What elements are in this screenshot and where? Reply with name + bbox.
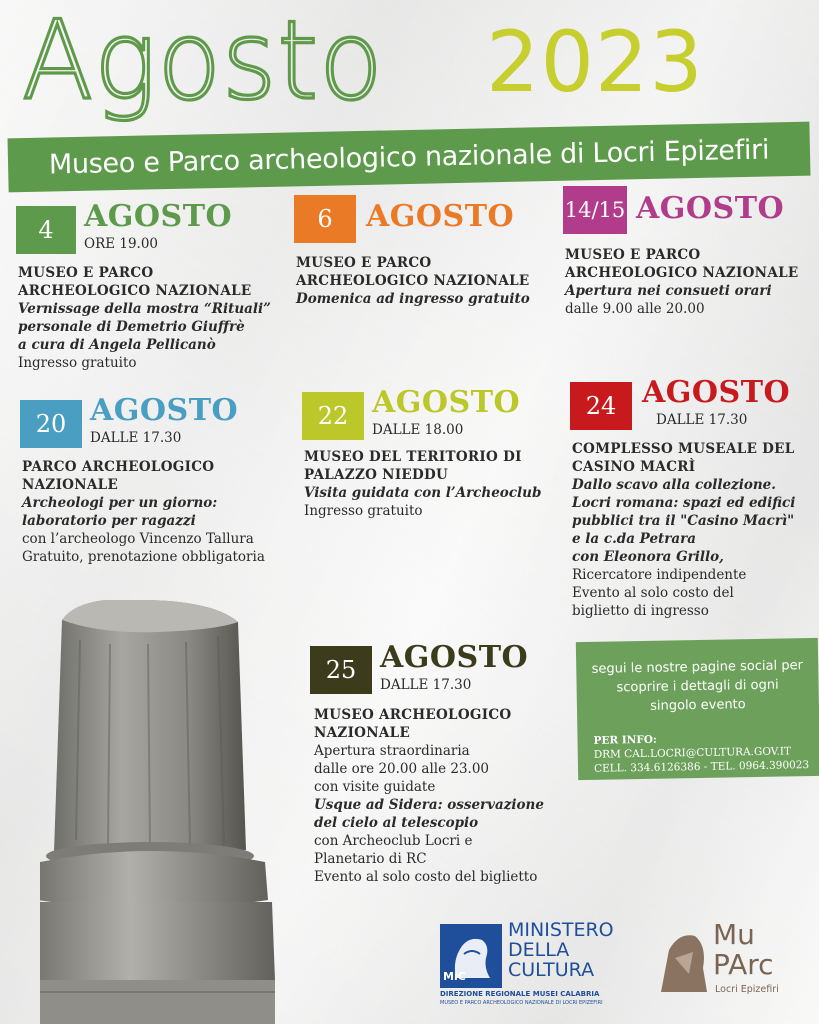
event-details-20: [22, 458, 292, 566]
event-line: COMPLESSO MUSEALE DEL: [572, 441, 795, 457]
event-time-22: DALLE 18.00: [372, 422, 464, 438]
event-day-25: 25: [310, 646, 372, 694]
event-time-25: DALLE 17.30: [380, 677, 472, 693]
event-month-20: AGOSTO: [90, 393, 239, 428]
event-line: Dallo scavo alla collezione.: [572, 477, 776, 493]
event-line: pubblici tra il "Casino Macrì": [572, 513, 795, 529]
event-line: del cielo al telescopio: [314, 815, 479, 831]
event-time-4: ORE 19.00: [84, 236, 159, 252]
event-line: Gratuito, prenotazione obbligatoria: [22, 549, 265, 565]
event-day-24: 24: [570, 382, 632, 430]
event-line: dalle 9.00 alle 20.00: [565, 301, 705, 317]
event-line: Locri romana: spazi ed edifici: [572, 495, 796, 511]
event-line: Usque ad Sidera: osservazione: [314, 797, 544, 813]
title-year: 2023: [486, 13, 704, 111]
event-details-25: [314, 706, 574, 886]
event-time-20: DALLE 17.30: [90, 430, 182, 446]
muparc-subtitle: Locri Epizefiri: [715, 984, 779, 995]
event-line: Ingresso gratuito: [304, 503, 423, 519]
event-line: Apertura straordinaria: [314, 743, 470, 759]
info-phones: CELL. 334.6126386 - TEL. 0964.390023: [593, 759, 810, 775]
event-line: MUSEO E PARCO: [18, 265, 154, 281]
event-day-14-15: 14/15: [563, 186, 627, 234]
contact-info: [593, 730, 809, 776]
event-details-14-15: [565, 246, 815, 318]
direzione-text: DIREZIONE REGIONALE MUSEI CALABRIA: [440, 990, 600, 998]
event-line: CASINO MACRÌ: [572, 459, 696, 475]
event-month-22: AGOSTO: [372, 385, 521, 420]
ministero-line: CULTURA: [508, 959, 595, 981]
event-line: biglietto di ingresso: [572, 603, 709, 619]
event-line: MUSEO DEL TERITORIO DI: [304, 449, 522, 465]
event-line: PALAZZO NIEDDU: [304, 467, 449, 483]
muparc-logo: [655, 918, 790, 1010]
museo-text: MUSEO E PARCO ARCHEOLOGICO NAZIONALE DI LOCRI EPIZEFIRI: [440, 1000, 603, 1006]
event-day-22: 22: [302, 392, 364, 440]
event-line: Ingresso gratuito: [18, 355, 137, 371]
ancient-column-illustration: [40, 600, 275, 1024]
event-line: PARCO ARCHEOLOGICO: [22, 459, 215, 475]
social-line: segui le nostre pagine social per: [591, 658, 804, 677]
event-line: e la c.da Petrara: [572, 531, 697, 547]
muparc-emblem-icon: [655, 928, 711, 998]
muparc-line: PArc: [713, 948, 774, 981]
event-line: NAZIONALE: [22, 477, 119, 493]
event-month-24: AGOSTO: [642, 375, 791, 410]
event-line: Ricercatore indipendente: [572, 567, 747, 583]
event-month-4: AGOSTO: [84, 199, 233, 234]
event-day-20: 20: [20, 400, 82, 448]
event-line: MUSEO E PARCO: [565, 247, 701, 263]
event-details-6: [296, 254, 556, 308]
social-line: scoprire i dettagli di ogni: [616, 677, 779, 696]
event-line: NAZIONALE: [314, 725, 411, 741]
info-email: DRM CAL.LOCRI@CULTURA.GOV.IT: [593, 745, 792, 761]
muparc-line: Mu: [713, 918, 755, 951]
social-line: singolo evento: [650, 697, 746, 714]
event-line: con visite guidate: [314, 779, 436, 795]
ministero-cultura-logo: [440, 920, 630, 1008]
event-day-4: 4: [16, 206, 76, 254]
event-line: Vernissage della mostra “Rituali”: [18, 301, 271, 317]
ministero-text: [508, 920, 614, 980]
event-details-4: [18, 264, 283, 372]
event-line: Evento al solo costo del biglietto: [314, 869, 538, 885]
event-details-22: [304, 448, 554, 520]
info-label: PER INFO:: [593, 733, 657, 747]
event-line: con l’archeologo Vincenzo Tallura: [22, 531, 254, 547]
event-month-14-15: AGOSTO: [636, 191, 785, 226]
event-line: con Archeoclub Locri e: [314, 833, 473, 849]
event-line: Archeologi per un giorno:: [22, 495, 218, 511]
event-line: Visita guidata con l’Archeoclub: [304, 485, 542, 501]
event-line: laboratorio per ragazzi: [22, 513, 196, 529]
event-line: Planetario di RC: [314, 851, 427, 867]
event-line: Apertura nei consueti orari: [565, 283, 772, 299]
social-message: [576, 656, 819, 717]
subtitle-text: Museo e Parco archeologico nazionale di Locri Epizefiri: [48, 133, 770, 181]
event-line: MUSEO ARCHEOLOGICO: [314, 707, 512, 723]
ministero-line: MINISTERO: [508, 919, 614, 941]
event-line: Evento al solo costo del: [572, 585, 734, 601]
event-line: con Eleonora Grillo,: [572, 549, 724, 565]
event-line: Domenica ad ingresso gratuito: [296, 291, 530, 307]
event-line: ARCHEOLOGICO NAZIONALE: [18, 283, 252, 299]
event-month-6: AGOSTO: [366, 199, 515, 234]
event-line: MUSEO E PARCO: [296, 255, 432, 271]
mic-text: MiC: [443, 970, 466, 983]
event-line: ARCHEOLOGICO NAZIONALE: [565, 265, 799, 281]
event-line: personale di Demetrio Giuffrè: [18, 319, 245, 335]
subtitle-banner: [8, 122, 811, 193]
ministero-line: DELLA: [508, 939, 570, 961]
muparc-text: [713, 920, 774, 980]
event-line: dalle ore 20.00 alle 23.00: [314, 761, 490, 777]
event-details-24: [572, 440, 817, 620]
event-time-24: DALLE 17.30: [656, 412, 748, 428]
event-line: a cura di Angela Pellicanò: [18, 337, 216, 353]
event-month-25: AGOSTO: [380, 640, 529, 675]
title-agosto: Agosto: [22, 0, 384, 125]
social-info-box: [576, 638, 819, 780]
event-line: ARCHEOLOGICO NAZIONALE: [296, 273, 530, 289]
event-day-6: 6: [294, 195, 356, 243]
